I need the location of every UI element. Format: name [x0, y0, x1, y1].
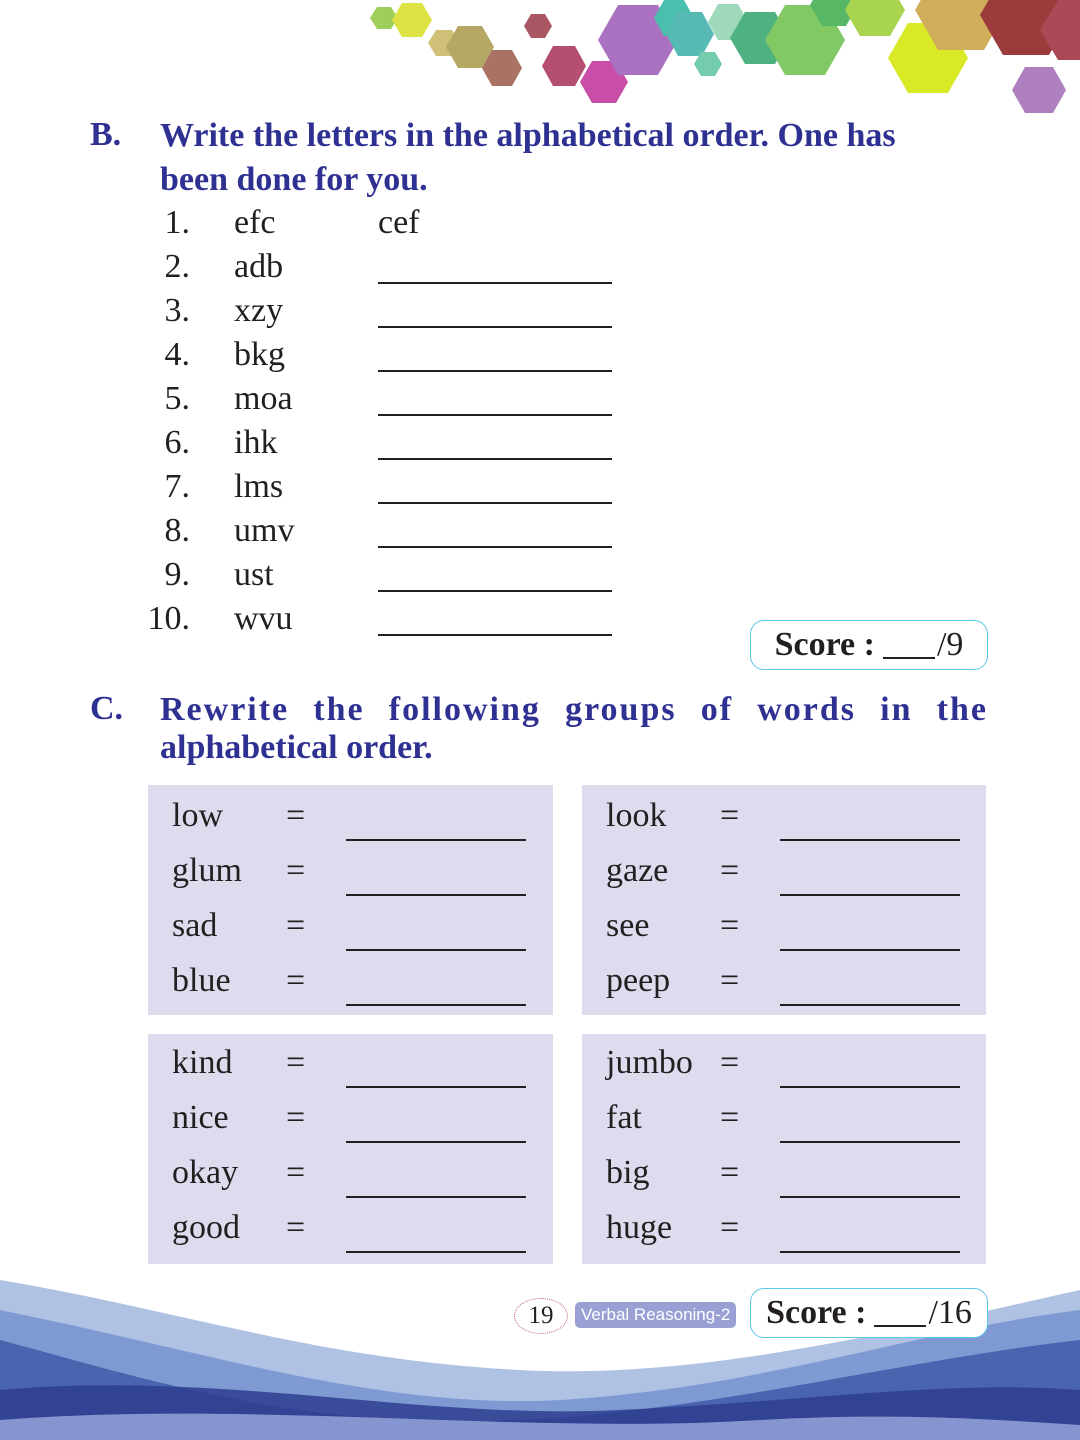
equals-sign: = — [286, 907, 306, 944]
page-number: 19 — [514, 1298, 568, 1334]
word-row — [148, 962, 553, 1012]
word: jumbo — [606, 1044, 693, 1081]
answer-blank[interactable] — [378, 590, 612, 592]
equals-sign: = — [286, 852, 306, 889]
word: nice — [172, 1099, 229, 1136]
word-row — [148, 852, 553, 902]
score-label: Score : — [774, 626, 875, 663]
equals-sign: = — [720, 852, 740, 889]
hexagon-decoration — [0, 0, 1080, 125]
word-row — [148, 907, 553, 957]
section-c-label: C. — [90, 690, 124, 727]
word-row — [148, 1154, 553, 1204]
section-b-instruction-line1: Write the letters in the alphabetical order. One has — [160, 117, 896, 154]
answer-blank[interactable] — [378, 458, 612, 460]
equals-sign: = — [286, 1209, 306, 1246]
word-row — [148, 797, 553, 847]
item-letters: xzy — [234, 292, 284, 329]
item-answer: cef — [378, 204, 420, 241]
score-total: /9 — [936, 626, 964, 663]
section-b-instruction-line2: been done for you. — [160, 161, 428, 198]
word-row — [582, 797, 986, 847]
item-number: 4. — [164, 336, 190, 373]
equals-sign: = — [720, 962, 740, 999]
answer-blank[interactable] — [378, 634, 612, 636]
equals-sign: = — [720, 797, 740, 834]
equals-sign: = — [286, 797, 306, 834]
answer-blank[interactable] — [780, 1004, 960, 1006]
answer-blank[interactable] — [780, 1086, 960, 1088]
item-letters: bkg — [234, 336, 285, 373]
section-c-instruction-line2: alphabetical order. — [160, 729, 433, 766]
equals-sign: = — [720, 907, 740, 944]
equals-sign: = — [286, 1154, 306, 1191]
item-number: 6. — [164, 424, 190, 461]
word: fat — [606, 1099, 642, 1136]
answer-blank[interactable] — [378, 326, 612, 328]
answer-blank[interactable] — [780, 949, 960, 951]
word: low — [172, 797, 223, 834]
answer-blank[interactable] — [346, 1004, 526, 1006]
word: huge — [606, 1209, 673, 1246]
answer-blank[interactable] — [378, 414, 612, 416]
answer-blank[interactable] — [780, 1141, 960, 1143]
item-number: 2. — [164, 248, 190, 285]
equals-sign: = — [286, 1099, 306, 1136]
item-letters: wvu — [234, 600, 293, 637]
word-row — [582, 1044, 986, 1094]
score-box-c — [750, 1288, 988, 1338]
word: good — [172, 1209, 240, 1246]
word-row — [582, 1154, 986, 1204]
item-number: 8. — [164, 512, 190, 549]
item-number: 10. — [147, 600, 190, 637]
item-letters: ust — [234, 556, 274, 593]
word: gaze — [606, 852, 669, 889]
answer-blank[interactable] — [346, 1141, 526, 1143]
section-c-instruction-line1: Rewrite the following groups of words in the — [160, 691, 988, 728]
equals-sign: = — [720, 1099, 740, 1136]
answer-blank[interactable] — [780, 1196, 960, 1198]
word-row — [148, 1209, 553, 1259]
answer-blank[interactable] — [346, 1251, 526, 1253]
word: big — [606, 1154, 650, 1191]
answer-blank[interactable] — [378, 546, 612, 548]
word-row — [582, 1099, 986, 1149]
book-title-tag: Verbal Reasoning-2 — [575, 1302, 736, 1328]
score-box-b — [750, 620, 988, 670]
word-row — [582, 1209, 986, 1259]
answer-blank[interactable] — [378, 370, 612, 372]
answer-blank[interactable] — [346, 949, 526, 951]
item-letters: adb — [234, 248, 284, 285]
equals-sign: = — [286, 1044, 306, 1081]
word: look — [606, 797, 667, 834]
word: kind — [172, 1044, 233, 1081]
item-number: 3. — [164, 292, 190, 329]
score-total: /16 — [928, 1294, 972, 1331]
word-row — [582, 962, 986, 1012]
answer-blank[interactable] — [378, 282, 612, 284]
word-group-box — [582, 1034, 986, 1264]
score-label: Score : — [766, 1294, 867, 1331]
word-row — [148, 1099, 553, 1149]
answer-blank[interactable] — [780, 1251, 960, 1253]
item-number: 7. — [164, 468, 190, 505]
word: see — [606, 907, 650, 944]
answer-blank[interactable] — [780, 839, 960, 841]
answer-blank[interactable] — [346, 1086, 526, 1088]
word-row — [582, 852, 986, 902]
word: glum — [172, 852, 242, 889]
answer-blank[interactable] — [346, 1196, 526, 1198]
word-row — [148, 1044, 553, 1094]
item-number: 5. — [164, 380, 190, 417]
item-letters: ihk — [234, 424, 278, 461]
item-letters: efc — [234, 204, 276, 241]
answer-blank[interactable] — [346, 839, 526, 841]
score-blank[interactable] — [883, 631, 935, 659]
item-letters: umv — [234, 512, 295, 549]
answer-blank[interactable] — [378, 502, 612, 504]
word: peep — [606, 962, 671, 999]
score-blank[interactable] — [874, 1299, 926, 1327]
word: sad — [172, 907, 218, 944]
answer-blank[interactable] — [780, 894, 960, 896]
section-c-instruction — [160, 688, 988, 770]
equals-sign: = — [720, 1209, 740, 1246]
word-group-box — [582, 785, 986, 1015]
equals-sign: = — [720, 1154, 740, 1191]
item-letters: moa — [234, 380, 293, 417]
equals-sign: = — [286, 962, 306, 999]
word-group-box — [148, 1034, 553, 1264]
item-number: 9. — [164, 556, 190, 593]
section-b-instruction — [160, 114, 896, 202]
word-group-box — [148, 785, 553, 1015]
equals-sign: = — [720, 1044, 740, 1081]
answer-blank[interactable] — [346, 894, 526, 896]
word: blue — [172, 962, 231, 999]
item-number: 1. — [164, 204, 190, 241]
word-row — [582, 907, 986, 957]
word: okay — [172, 1154, 239, 1191]
item-letters: lms — [234, 468, 284, 505]
section-b-label: B. — [90, 116, 122, 153]
